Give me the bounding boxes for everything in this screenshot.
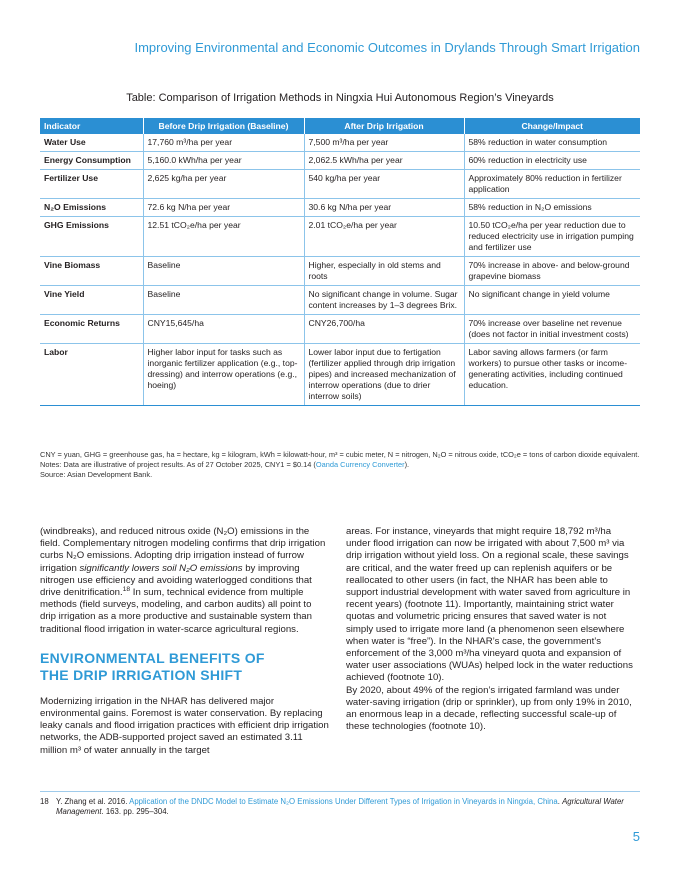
indicator-cell: Economic Returns (40, 315, 143, 344)
change-cell: 70% increase over baseline net revenue (does not factor in initial investment costs) (464, 315, 640, 344)
change-cell: 60% reduction in electricity use (464, 152, 640, 170)
indicator-cell: Vine Biomass (40, 257, 143, 286)
change-cell: 10.50 tCO₂e/ha per year reduction due to reduced electricity use in irrigation pumping and fertilizer use (464, 217, 640, 257)
section-heading-line: THE DRIP IRRIGATION SHIFT (40, 666, 243, 683)
table-row (40, 170, 640, 199)
abbreviations-note: CNY = yuan, GHG = greenhouse gas, ha = hectare, kg = kilogram, kWh = kilowatt-hour, m³ = cubic meter, N = nitrogen, N₂O = nitrous oxide, tCO₂e = tons of carbon dioxide equivalent. (40, 450, 640, 459)
table-row (40, 344, 640, 406)
change-cell: 58% reduction in N₂O emissions (464, 199, 640, 217)
section-heading (40, 650, 330, 684)
footnote-citation: . 163. pp. 295–304. (101, 807, 169, 816)
table-title: Table: Comparison of Irrigation Methods in Ningxia Hui Autonomous Region’s Vineyards (126, 92, 554, 104)
table-notes (40, 450, 640, 480)
after-cell: 2.01 tCO₂e/ha per year (304, 217, 464, 257)
footnote-link[interactable]: Application of the DNDC Model to Estimate N₂O Emissions Under Different Types of Irrigation in Vineyards in Ningxia, China (129, 797, 558, 806)
after-cell: Lower labor input due to fertigation (fertilizer applied through drip irrigation pipes) and increased mechanization of interrow operations (due to drier interrow soils) (304, 344, 464, 406)
emphasis-text: significantly lowers soil N₂O emissions (79, 562, 243, 574)
table-header-row (40, 118, 640, 134)
footnote-text (56, 797, 636, 817)
body-text: by improving nitrogen use efficiency and avoiding waterlogged conditions that drive denitrification. (40, 562, 312, 599)
column-header: Before Drip Irrigation (Baseline) (143, 118, 304, 134)
footnote (40, 797, 640, 817)
body-text: In sum, technical evidence from multiple methods (field surveys, modeling, and carbon audits) all point to drip irrigation as a more productive and sustainable system than traditional flood irrigation in water-scarce agricultural regions. (40, 587, 312, 635)
before-cell: 2,625 kg/ha per year (143, 170, 304, 199)
table-row (40, 199, 640, 217)
left-column (40, 526, 330, 757)
after-cell: 30.6 kg N/ha per year (304, 199, 464, 217)
indicator-cell: Energy Consumption (40, 152, 143, 170)
indicator-cell: N₂O Emissions (40, 199, 143, 217)
body-paragraph: areas. For instance, vineyards that might require 18,792 m³/ha under flood irrigation can now be irrigated with about 7,500 m³ via drip irrigation without yield loss. On a regional scale, these savings are critical, and the water freed up can replenish aquifers or be reallocated to other users (in fact, the NHAR has been able to support industrial development with water saved from agriculture in recent years) (footnote 11). Importantly, maintaining strict water quotas and volumetric pricing ensures that saved water is not simply used to irrigate more land (a phenomenon seen elsewhere when water is “free”). In the NHAR’s case, the government’s enforcement of the 3,000 m³/ha vineyard quota and expansion of water user associations (WUAs) helped lock in the water reductions achieved (footnote 10). (346, 526, 633, 684)
right-column (346, 526, 636, 733)
after-cell: 7,500 m³/ha per year (304, 134, 464, 152)
data-note-text: Notes: Data are illustrative of project results. As of 27 October 2025, CNY1 = $0.14 ( (40, 460, 316, 469)
before-cell: 72.6 kg N/ha per year (143, 199, 304, 217)
data-note-end: ). (404, 460, 410, 469)
indicator-cell: Water Use (40, 134, 143, 152)
before-cell: Baseline (143, 286, 304, 315)
after-cell: CNY26,700/ha (304, 315, 464, 344)
indicator-cell: GHG Emissions (40, 217, 143, 257)
before-cell: Higher labor input for tasks such as inorganic fertilizer application (e.g., top-dressing) and interrow operations (e.g., hoeing) (143, 344, 304, 406)
body-paragraph: By 2020, about 49% of the region’s irrigated farmland was under water-saving irrigation (drip or sprinkler), up from only 19% in 2010, an enormous leap in a decade, reflecting successful scale-up of these technologies (footnote 10). (346, 684, 632, 733)
table-row (40, 152, 640, 170)
before-cell: 5,160.0 kWh/ha per year (143, 152, 304, 170)
data-note (40, 460, 640, 470)
column-header: Change/Impact (464, 118, 640, 134)
table-row (40, 286, 640, 315)
source-note: Source: Asian Development Bank. (40, 470, 153, 479)
footnote-journal: Agricultural Water Management (56, 797, 624, 816)
indicator-cell: Fertilizer Use (40, 170, 143, 199)
currency-converter-link[interactable]: Oanda Currency Converter (315, 460, 405, 469)
page-number: 5 (632, 829, 640, 844)
before-cell: Baseline (143, 257, 304, 286)
footnote-number: 18 (40, 797, 49, 806)
table-row (40, 217, 640, 257)
column-header: Indicator (40, 118, 143, 134)
after-cell: 2,062.5 kWh/ha per year (304, 152, 464, 170)
before-cell: CNY15,645/ha (143, 315, 304, 344)
footnote-divider (40, 791, 640, 792)
section-heading-line: ENVIRONMENTAL BENEFITS OF (40, 649, 265, 666)
body-paragraph: Modernizing irrigation in the NHAR has delivered major environmental gains. Foremost is water conservation. By replacing leaky canals and flood irrigation practices with efficient drip irrigation networks, the ADB-supported project saved an estimated 3.11 million m³ of water annually in the target (40, 695, 329, 756)
before-cell: 17,760 m³/ha per year (143, 134, 304, 152)
indicator-cell: Vine Yield (40, 286, 143, 315)
table-row (40, 257, 640, 286)
footnote-sep: . (557, 797, 563, 806)
body-paragraph (40, 526, 330, 636)
indicator-cell: Labor (40, 344, 143, 406)
before-cell: 12.51 tCO₂e/ha per year (143, 217, 304, 257)
after-cell: No significant change in volume. Sugar content increases by 1–3 degrees Brix. (304, 286, 464, 315)
body-text: (windbreaks), and reduced nitrous oxide (N₂O) emissions in the field. Complementary nitrogen modeling confirms that drip irrigation curbs N₂O emissions. Adopting drip irrigation instead of furrow irrigation (40, 526, 326, 574)
running-title: Improving Environmental and Economic Outcomes in Drylands Through Smart Irrigation (134, 40, 640, 55)
after-cell: 540 kg/ha per year (304, 170, 464, 199)
change-cell: No significant change in yield volume (464, 286, 640, 315)
after-cell: Higher, especially in old stems and roots (304, 257, 464, 286)
change-cell: 70% increase in above- and below-ground grapevine biomass (464, 257, 640, 286)
change-cell: 58% reduction in water consumption (464, 134, 640, 152)
change-cell: Approximately 80% reduction in fertilizer application (464, 170, 640, 199)
change-cell: Labor saving allows farmers (or farm workers) to pursue other tasks or income-generating activities, including continued education. (464, 344, 640, 406)
footnote-ref[interactable]: 18 (122, 585, 131, 593)
column-header: After Drip Irrigation (304, 118, 464, 134)
footnote-author: Y. Zhang et al. 2016. (56, 797, 130, 806)
table-row (40, 134, 640, 152)
table-row (40, 315, 640, 344)
comparison-table (40, 118, 640, 406)
